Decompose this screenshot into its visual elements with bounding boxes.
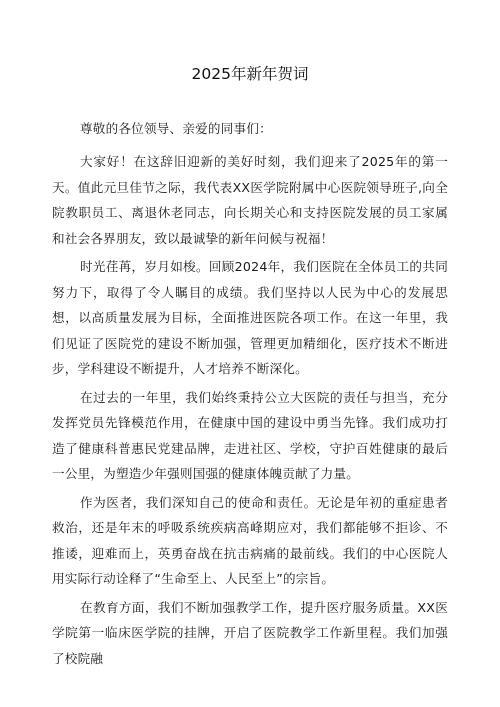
document-title: 2025年新年贺词 [191,65,309,83]
paragraph-education: 在教育方面，我们不断加强教学工作，提升医疗服务质量。XX医学院第一临床医学院的挂牌，开启了医院教学工作新里程。我们加强了校院融 [52,599,448,666]
document-body [52,120,448,674]
paragraph-greeting: 大家好！在这辞旧迎新的美好时刻，我们迎来了2025年的第一天。值此元旦佳节之际，我代表XX医学院附属中心医院领导班子,向全院教职员工、离退休老同志，向长期关心和支持医院发展的员工家属和社会各界朋友，致以最诚挚的新年问候与祝福！ [52,154,448,246]
paragraph-review-2024: 时光荏苒，岁月如梭。回顾2024年，我们医院在全体员工的共同努力下，取得了令人瞩目的成绩。我们坚持以人民为中心的发展思想，以高质量发展为目标，全面推进医院各项工作。在这一年里，我们见证了医院党的建设不断加强，管理更加精细化，医疗技术不断进步，学科建设不断提升，人才培养不断深化。 [52,259,448,376]
paragraph-mission: 作为医者，我们深知自己的使命和责任。无论是年初的重症患者救治，还是年末的呼吸系统疾病高峰期应对，我们都能够不拒诊、不推诿，迎难而上，英勇奋战在抗击病痛的最前线。我们的中心医院人用实际行动诠释了“生命至上、人民至上”的宗旨。 [52,494,448,586]
paragraph-responsibility: 在过去的一年里，我们始终秉持公立大医院的责任与担当，充分发挥党员先锋模范作用，在健康中国的建设中勇当先锋。我们成功打造了健康科普惠民党建品牌，走进社区、学校，守护百姓健康的最后一公里，为塑造少年强则国强的健康体魄贡献了力量。 [52,389,448,481]
salutation: 尊敬的各位领导、亲爱的同事们： [80,121,272,136]
